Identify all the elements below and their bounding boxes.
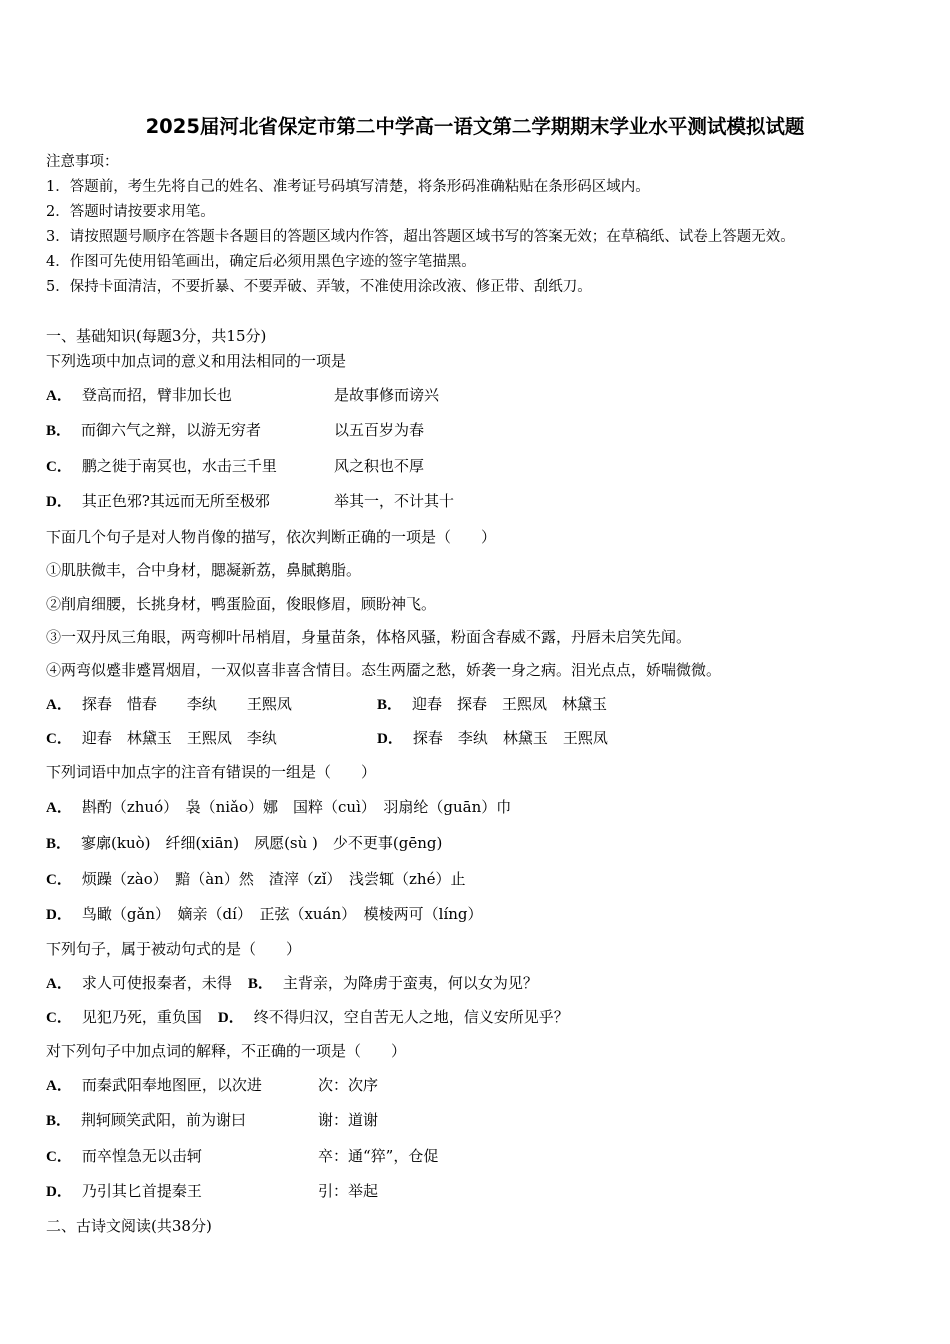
description-item: ①肌肤微丰，合中身材，腮凝新荔，鼻腻鹅脂。: [46, 561, 362, 579]
section-heading: 一、基础知识(每题3分，共15分): [46, 327, 267, 345]
description-item: ③一双丹凤三角眼，两弯柳叶吊梢眉，身量苗条，体格风骚，粉面含春威不露，丹唇未启笑先闻。: [46, 628, 692, 646]
notice-item: 3．请按照题号顺序在答题卡各题目的答题区域内作答，超出答题区域书写的答案无效；在草稿纸、试卷上答题无效。: [46, 229, 795, 245]
notice-item: 5．保持卡面清洁，不要折暴、不要弄破、弄皱，不准使用涂改液、修正带、刮纸刀。: [46, 279, 592, 295]
option-a-compare: 是故事修而谤兴: [334, 386, 440, 404]
option-b: B． 寥廓(kuò) 纤细(xiān) 夙愿(sù ) 少不更事(gēng): [46, 834, 443, 852]
option-d-compare: 举其一，不计其十: [334, 492, 455, 510]
option-a: A． 斟酌（zhuó） 袅（niǎo）娜 国粹（cuì） 羽扇纶（guān）巾: [46, 798, 512, 816]
option-d: D． 其正色邪?其远而无所至极邪: [46, 492, 270, 510]
option-a-definition: 次：次序: [318, 1076, 379, 1094]
question-stem: 下列词语中加点字的注音有错误的一组是（ ）: [46, 763, 377, 781]
section-heading: 二、古诗文阅读(共38分): [46, 1217, 212, 1235]
option-a: A． 登高而招，臂非加长也: [46, 386, 232, 404]
option-c: C． 烦躁（zào） 黯（àn）然 渣滓（zǐ） 浅尝辄（zhé）止: [46, 870, 466, 888]
notice-item: 4．作图可先使用铅笔画出，确定后必须用黑色字迹的签字笔描黑。: [46, 254, 476, 270]
notice-item: 1．答题前，考生先将自己的姓名、准考证号码填写清楚，将条形码准确粘贴在条形码区域内。: [46, 179, 650, 195]
question-stem: 下列选项中加点词的意义和用法相同的一项是: [46, 352, 347, 370]
option-c: C． 鹏之徙于南冥也，水击三千里: [46, 457, 277, 475]
option-d: D． 鸟瞰（gǎn） 嫡亲（dí） 正弦（xuán） 模棱两可（líng）: [46, 905, 483, 923]
option-d-definition: 引：举起: [318, 1182, 379, 1200]
description-item: ④两弯似蹙非蹙罥烟眉，一双似喜非喜含情目。态生两靥之愁，娇袭一身之病。泪光点点，娇喘微微。: [46, 661, 722, 679]
question-stem: 对下列句子中加点词的解释，不正确的一项是（ ）: [46, 1042, 407, 1060]
option-b: B． 荆轲顾笑武阳，前为谢曰: [46, 1111, 247, 1129]
notice-heading: 注意事项：: [46, 154, 119, 170]
option-b-compare: 以五百岁为春: [334, 421, 425, 439]
option-a: A． 而秦武阳奉地图匣，以次进: [46, 1076, 262, 1094]
option-b: B． 迎春 探春 王熙凤 林黛玉: [377, 695, 608, 713]
option-b: B． 而御六气之辩，以游无穷者: [46, 421, 262, 439]
option-b-definition: 谢：道谢: [318, 1111, 379, 1129]
option-c-definition: 卒：通“猝”，仓促: [318, 1147, 439, 1165]
notice-item: 2．答题时请按要求用笔。: [46, 204, 215, 220]
option-c: C． 而卒惶急无以击轲: [46, 1147, 202, 1165]
option-row: A． 求人可使报秦者，未得 B． 主背亲，为降虏于蛮夷，何以女为见？: [46, 974, 538, 992]
option-d: D． 探春 李纨 林黛玉 王熙凤: [377, 729, 608, 747]
page-title: 2025届河北省保定市第二中学高一语文第二学期期末学业水平测试模拟试题: [145, 115, 805, 138]
option-row: C． 见犯乃死，重负国 D． 终不得归汉，空自苦无人之地，信义安所见乎？: [46, 1008, 569, 1026]
option-c-compare: 风之积也不厚: [334, 457, 425, 475]
description-item: ②削肩细腰，长挑身材，鸭蛋脸面，俊眼修眉，顾盼神飞。: [46, 595, 437, 613]
question-stem: 下列句子，属于被动句式的是（ ）: [46, 940, 302, 958]
option-c: C． 迎春 林黛玉 王熙凤 李纨: [46, 729, 277, 747]
option-d: D． 乃引其匕首提秦王: [46, 1182, 202, 1200]
option-a: A． 探春 惜春 李纨 王熙凤: [46, 695, 292, 713]
question-stem: 下面几个句子是对人物肖像的描写，依次判断正确的一项是（ ）: [46, 528, 497, 546]
